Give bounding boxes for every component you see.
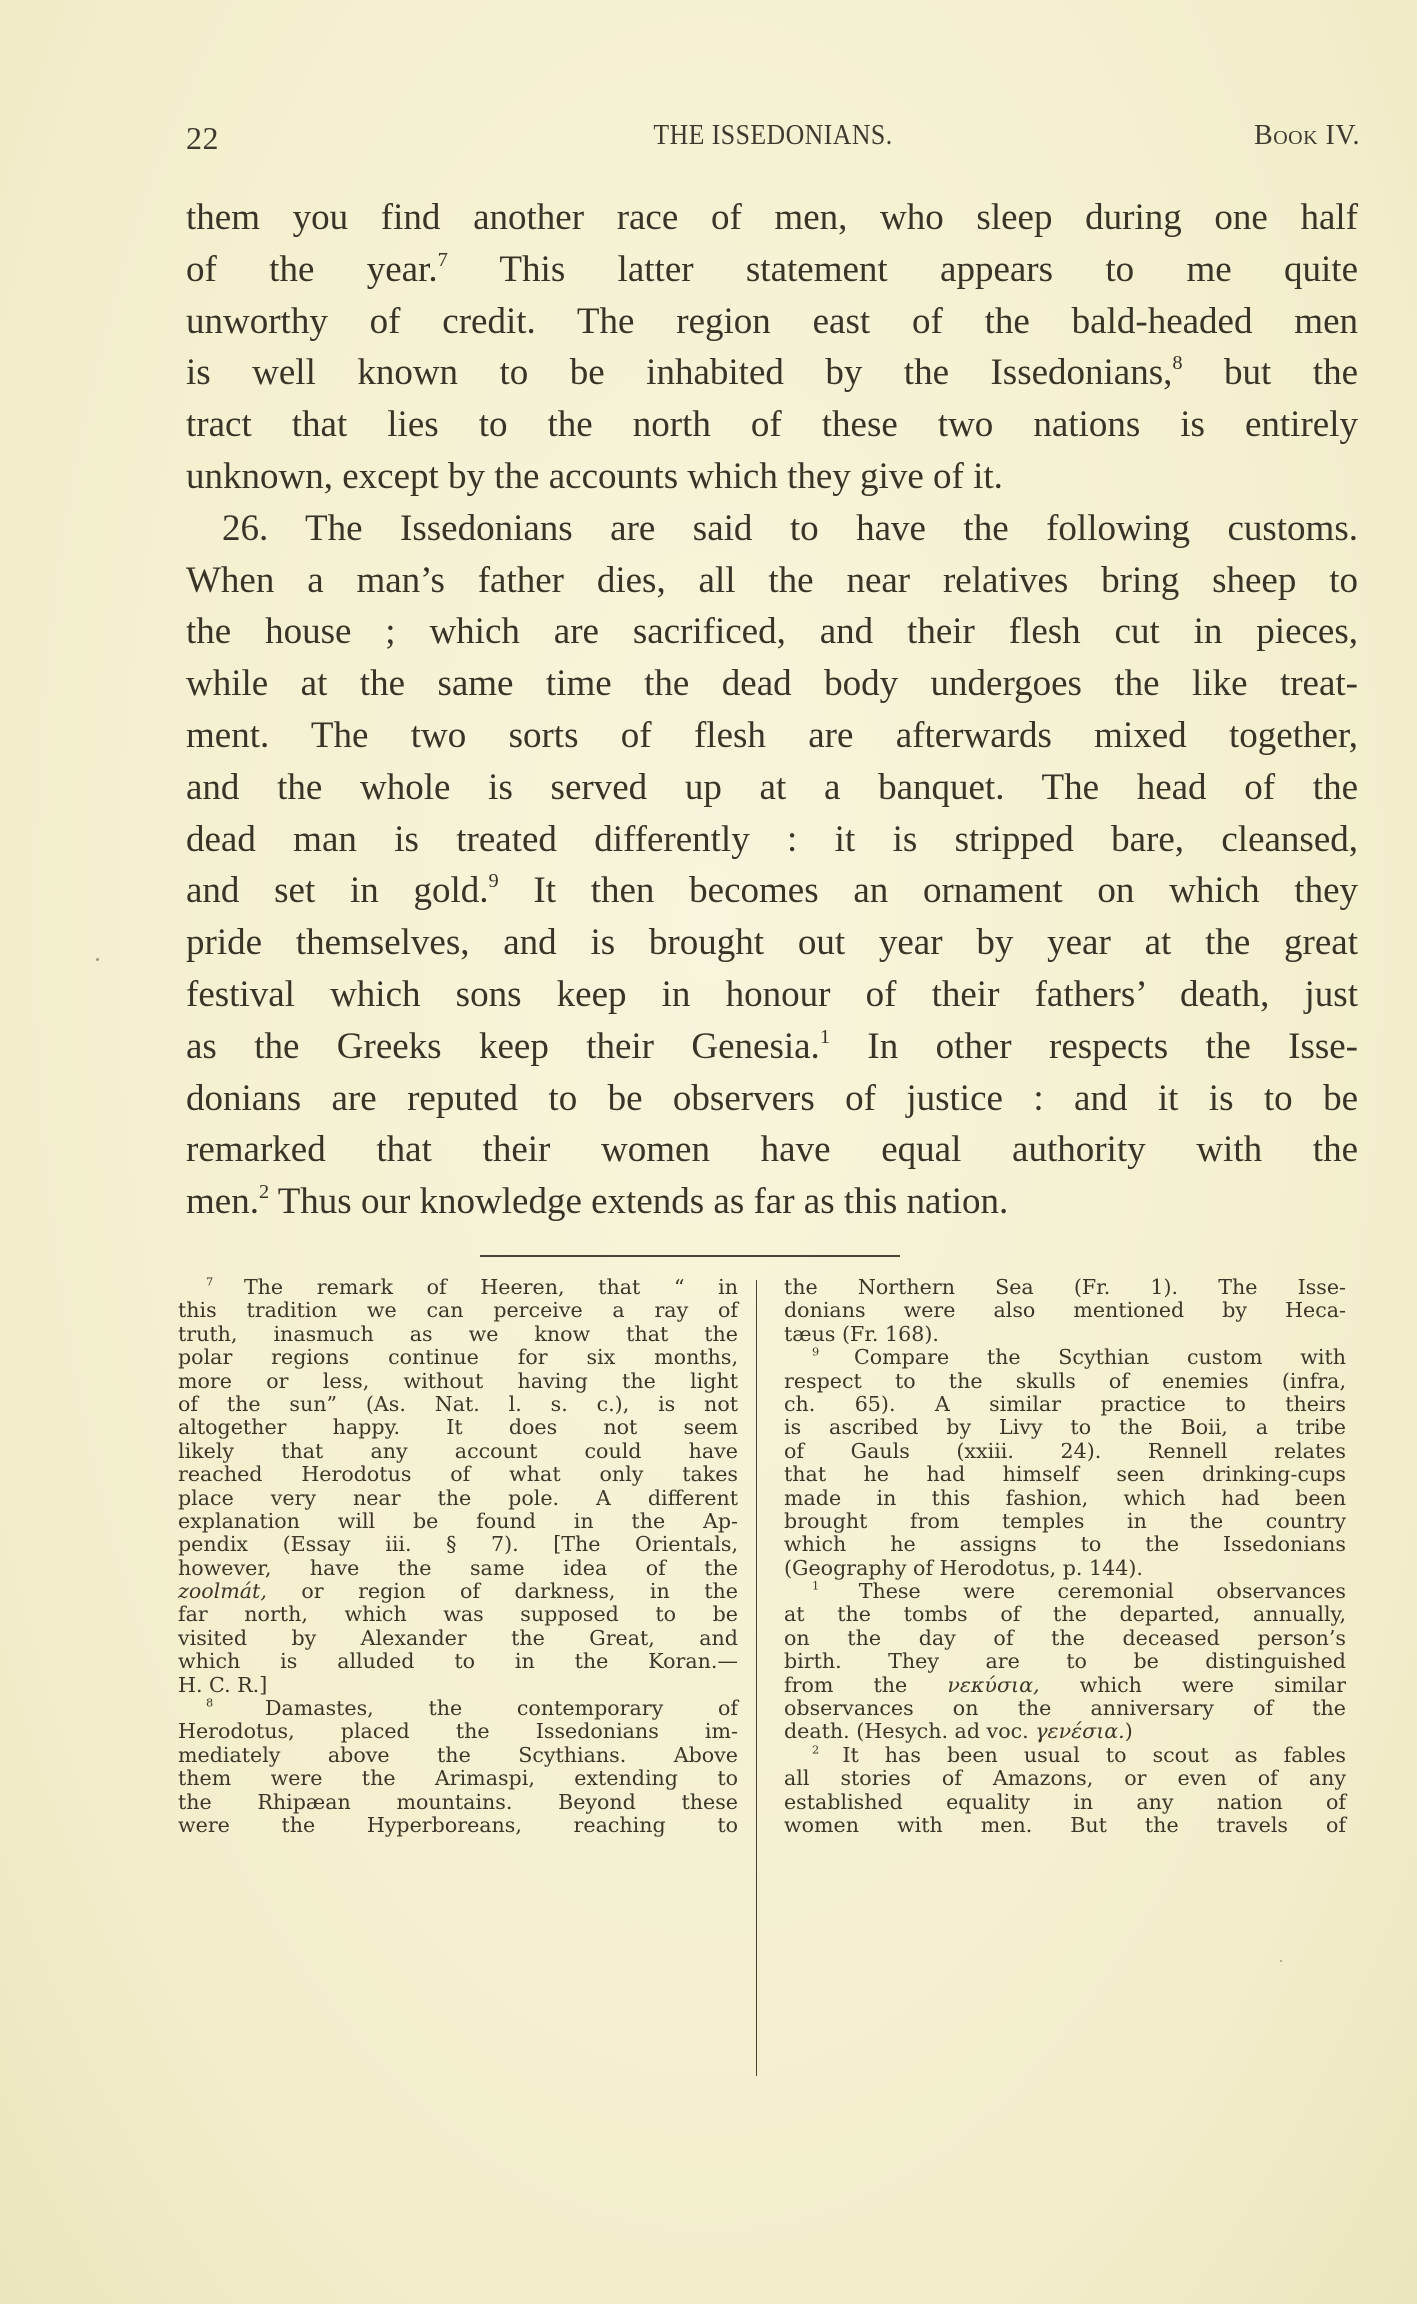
text-line: the house ; which are sacrificed, and their flesh cut in pieces, xyxy=(186,611,1358,653)
footnote-line: all stories of Amazons, or even of any xyxy=(784,1766,1346,1791)
greek-word: γενέσια. xyxy=(1035,1719,1125,1744)
footnote-line: zoolmát, or region of darkness, in the xyxy=(178,1579,738,1604)
text-line: of the year.$^7$ This latter statement appears to me quite xyxy=(186,248,1359,290)
footnote-line: observances on the anniversary of the xyxy=(784,1696,1346,1721)
footnote-line: which is alluded to in the Koran.— xyxy=(178,1649,738,1674)
footnote-line: altogether happy. It does not seem xyxy=(178,1415,738,1440)
footnote-start-line: $^2$ It has been usual to scout as fables xyxy=(812,1742,1347,1767)
footnote-marker: 8 xyxy=(206,1695,265,1710)
footnote-line: visited by Alexander the Great, and xyxy=(178,1625,738,1650)
footnote-line: however, have the same idea of the xyxy=(178,1555,738,1580)
footnote-line: likely that any account could have xyxy=(178,1438,738,1463)
text-line: is well known to be inhabited by the Issedonians,$^8$ but the xyxy=(186,352,1358,394)
footnote-start-line: $^8$ Damastes, the contemporary of xyxy=(206,1695,738,1721)
footnote-marker: 2 xyxy=(812,1742,843,1757)
text-line: ment. The two sorts of flesh are afterwards mixed together, xyxy=(186,714,1358,756)
footnote-line: were the Hyperboreans, reaching to xyxy=(178,1812,738,1837)
footnote-line: mediately above the Scythians. Above xyxy=(178,1742,738,1767)
footnote-line: made in this fashion, which had been xyxy=(784,1485,1346,1510)
page-number: 22 xyxy=(186,120,219,156)
footnote-line: the Rhipæan mountains. Beyond these xyxy=(178,1789,738,1814)
text-line: while at the same time the dead body undergoes the like treat- xyxy=(186,663,1358,705)
footnote-line: place very near the pole. A different xyxy=(178,1485,738,1510)
footnote-line: explanation will be found in the Ap- xyxy=(178,1508,738,1533)
footnote-line: H. C. R.] xyxy=(178,1672,268,1697)
footnote-rule xyxy=(480,1255,900,1257)
footnote-ref: 7 xyxy=(437,248,448,271)
greek-word: νεκύσια, xyxy=(947,1672,1040,1697)
footnote-line: far north, which was supposed to be xyxy=(178,1602,738,1627)
running-header xyxy=(186,112,1360,162)
footnote-ref: 9 xyxy=(488,870,499,893)
footnote-marker: 9 xyxy=(812,1344,854,1359)
footnote-ref: 1 xyxy=(819,1025,830,1048)
footnote-line: ch. 65). A similar practice to theirs xyxy=(784,1391,1346,1416)
footnote-line: birth. They are to be distinguished xyxy=(784,1649,1346,1674)
footnote-line: is ascribed by Livy to the Boii, a tribe xyxy=(784,1415,1346,1440)
text-line: When a man’s father dies, all the near relatives bring sheep to xyxy=(186,559,1358,601)
footnote-line: respect to the skulls of enemies (infra, xyxy=(784,1368,1346,1393)
footnote-line: this tradition we can perceive a ray of xyxy=(178,1298,738,1323)
column-divider xyxy=(756,1280,757,2076)
footnote-line: established equality in any nation of xyxy=(784,1789,1346,1814)
footnote-line: tæus (Fr. 168). xyxy=(784,1321,939,1346)
text-line: donians are reputed to be observers of justice : and it is to be xyxy=(186,1077,1358,1119)
footnote-start-line: $^9$ Compare the Scythian custom with xyxy=(812,1344,1346,1370)
text-line: dead man is treated differently : it is stripped bare, cleansed, xyxy=(186,818,1358,860)
footnote-line: (Geography of Herodotus, p. 144). xyxy=(784,1555,1143,1580)
footnote-marker: 7 xyxy=(206,1274,244,1289)
text-line: pride themselves, and is brought out year by year at the great xyxy=(186,922,1358,964)
footnote-line: donians were also mentioned by Heca- xyxy=(784,1298,1346,1323)
running-title: THE ISSEDONIANS. xyxy=(653,120,893,151)
paper-speck xyxy=(96,958,99,961)
footnote-line: more or less, without having the light xyxy=(178,1368,738,1393)
book-label: Book IV. xyxy=(1254,120,1360,151)
footnote-line: on the day of the deceased person’s xyxy=(784,1625,1346,1650)
paper-speck xyxy=(1280,1960,1282,1962)
footnote-line: the Northern Sea (Fr. 1). The Isse- xyxy=(784,1275,1346,1299)
footnote-line: of the sun” (As. Nat. l. s. c.), is not xyxy=(178,1391,738,1416)
footnote-line: of Gauls (xxiii. 24). Rennell relates xyxy=(784,1438,1346,1463)
footnotes-left-column xyxy=(178,1276,738,1837)
main-text xyxy=(186,192,1358,1228)
footnotes-right-column xyxy=(784,1276,1346,1837)
text-line: as the Greeks keep their Genesia.$^1$ In other respects the Isse- xyxy=(186,1025,1358,1067)
footnote-line: Herodotus, placed the Issedonians im- xyxy=(178,1719,738,1744)
footnote-line: which he assigns to the Issedonians xyxy=(784,1532,1346,1557)
footnote-line: that he had himself seen drinking-cups xyxy=(784,1462,1346,1487)
footnote-line: pendix (Essay iii. § 7). [The Orientals, xyxy=(178,1532,738,1557)
footnote-line: from the νεκύσια, which were similar xyxy=(784,1672,1346,1697)
text-line: remarked that their women have equal authority with the xyxy=(186,1129,1358,1171)
footnote-line: at the tombs of the departed, annually, xyxy=(784,1602,1346,1627)
footnote-line: death. (Hesych. ad voc. γενέσια.) xyxy=(784,1719,1133,1744)
footnote-ref: 2 xyxy=(258,1180,270,1203)
footnote-ref: 8 xyxy=(1172,352,1183,375)
text-line: unknown, except by the accounts which they give of it. xyxy=(186,455,1003,497)
text-line: unworthy of credit. The region east of the bald-headed men xyxy=(186,300,1358,342)
footnote-line: polar regions continue for six months, xyxy=(178,1345,738,1370)
text-line: and set in gold.$^9$ It then becomes an ornament on which they xyxy=(186,870,1358,912)
footnote-line: brought from temples in the country xyxy=(784,1508,1346,1533)
footnote-line: truth, inasmuch as we know that the xyxy=(178,1321,738,1346)
footnote-start-line: $^1$ These were ceremonial observances xyxy=(812,1578,1347,1604)
footnote-marker: 1 xyxy=(812,1578,859,1593)
text-line: men.$^2$ Thus our knowledge extends as far as this nation. xyxy=(186,1180,1009,1223)
footnote-line: reached Herodotus of what only takes xyxy=(178,1462,738,1487)
footnote-line: them were the Arimaspi, extending to xyxy=(178,1766,738,1791)
footnote-start-line: $^7$ The remark of Heeren, that “ in xyxy=(206,1274,738,1299)
footnote-line: women with men. But the travels of xyxy=(784,1812,1346,1837)
text-line: them you find another race of men, who sleep during one half xyxy=(186,197,1358,238)
text-line: festival which sons keep in honour of their fathers’ death, just xyxy=(186,973,1358,1015)
text-line: and the whole is served up at a banquet. The head of the xyxy=(186,766,1358,808)
text-line: tract that lies to the north of these two nations is entirely xyxy=(186,404,1358,446)
text-line: 26. The Issedonians are said to have the following customs. xyxy=(222,507,1358,549)
